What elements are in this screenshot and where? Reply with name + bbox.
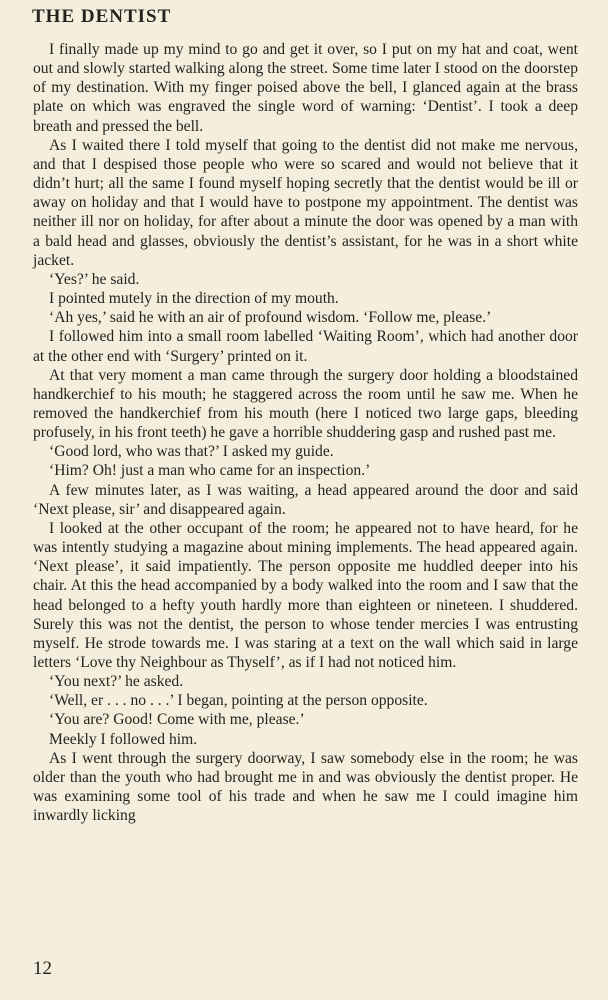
paragraph: At that very moment a man came through the surgery door holding a bloodstained handkerchief to his mouth; he staggered across the room until he saw me. When he removed the handkerchief from his mouth (here I noticed two large gaps, bleeding profusely, in his front teeth) he gave a horrible shuddering gasp and rushed past me. xyxy=(33,366,578,442)
paragraph: As I went through the surgery doorway, I saw somebody else in the room; he was older than the youth who had brought me in and was obviously the dentist proper. He was examining some tool of his trade and when he saw me I could imagine him inwardly licking xyxy=(33,749,578,825)
paragraph: ‘Ah yes,’ said he with an air of profound wisdom. ‘Follow me, please.’ xyxy=(49,309,492,327)
paragraph: ‘You next?’ he asked. xyxy=(49,673,184,691)
paragraph: A few minutes later, as I was waiting, a head appeared around the door and said ‘Next please, sir’ and disappeared again. xyxy=(33,481,578,518)
paragraph: Meekly I followed him. xyxy=(49,730,198,748)
paragraph: ‘Him? Oh! just a man who came for an inspection.’ xyxy=(49,462,371,480)
page-number: 12 xyxy=(33,958,52,979)
paragraph: ‘Yes?’ he said. xyxy=(49,270,140,288)
paragraph: ‘Good lord, who was that?’ I asked my guide. xyxy=(49,443,334,461)
paragraph: ‘You are? Good! Come with me, please.’ xyxy=(49,711,305,729)
story-body xyxy=(33,40,578,825)
paragraph: I followed him into a small room labelled ‘Waiting Room’, which had another door at the other end with ‘Surgery’ printed on it. xyxy=(33,328,578,365)
chapter-title: THE DENTIST xyxy=(32,6,172,27)
paragraph: ‘Well, er . . . no . . .’ I began, pointing at the person opposite. xyxy=(49,692,428,710)
paragraph: I pointed mutely in the direction of my mouth. xyxy=(49,290,339,308)
paragraph: I finally made up my mind to go and get it over, so I put on my hat and coat, went out and slowly started walking along the street. Some time later I stood on the doorstep of my destination. With my finger poised above the bell, I glanced again at the brass plate on which was engraved the single word of warning: ‘Dentist’. I took a deep breath and pressed the bell. xyxy=(33,41,578,135)
paragraph: As I waited there I told myself that going to the dentist did not make me nervous, and that I despised those people who were so scared and would not believe that it didn’t hurt; all the same I found myself hoping secretly that the dentist would be ill or away on holiday and that I would have to postpone my appointment. The dentist was neither ill nor on holiday, for after about a minute the door was opened by a man with a bald head and glasses, obviously the dentist’s assistant, for he was in a short white jacket. xyxy=(33,136,578,269)
paragraph: I looked at the other occupant of the room; he appeared not to have heard, for he was intently studying a magazine about mining implements. The head appeared again. ‘Next please’, it said impatiently. The person opposite me huddled deeper into his chair. At this the head accompanied by a body walked into the room and I saw that the head belonged to a hefty youth hardly more than eighteen or nineteen. I shuddered. Surely this was not the dentist, the person to whose tender mercies I was entrusting myself. He strode towards me. I was staring at a text on the wall which said in large letters ‘Love thy Neighbour as Thyself’, as if I had not noticed him. xyxy=(33,519,578,671)
